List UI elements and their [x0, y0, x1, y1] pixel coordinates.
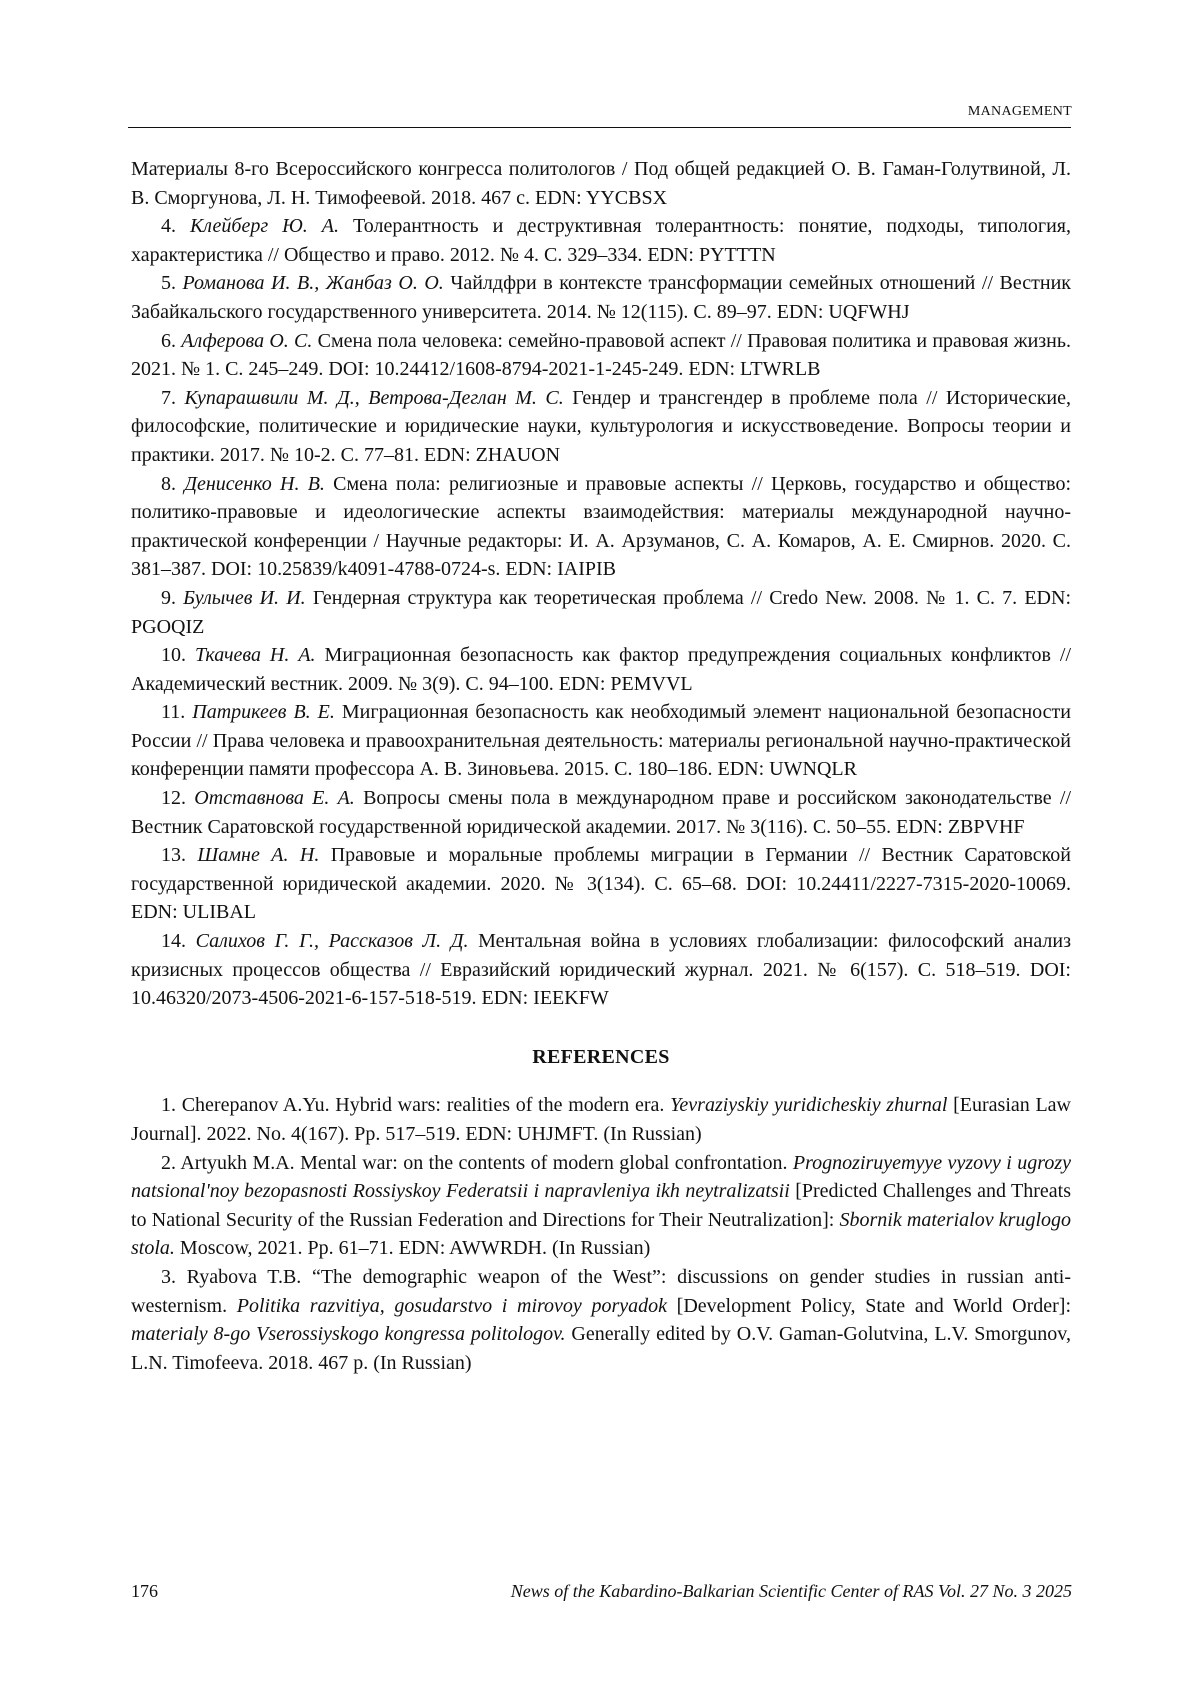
running-header: MANAGEMENT — [968, 104, 1072, 120]
reference-authors: Алферова О. С. — [181, 330, 312, 352]
reference-item: 13. Шамне А. Н. Правовые и моральные проблемы миграции в Германии // Вестник Саратовской государственной юридической академии. 2020. № 3(134). С. 65–68. DOI: 10.24411/2227-7315-2020-10069. EDN: ULIBAL — [131, 841, 1071, 927]
reference-item-en: 2. Artyukh M.A. Mental war: on the contents of modern global confrontation. Prognoziruyemyye vyzovy i ugrozy natsional'noy bezopasnosti Rossiyskoy Federatsii i napravleniya ikh neytralizatsii [Predicted Challenges and Threats to National Security of the Russian Federation and Directions for Their Neutralization]: Sbornik materialov kruglogo stola. Moscow, 2021. Pp. 61–71. EDN: AWWRDH. (In Russian) — [131, 1149, 1071, 1263]
reference-authors: Патрикеев В. Е. — [192, 701, 335, 723]
page-body — [131, 155, 1071, 1377]
reference-item: 12. Отставнова Е. А. Вопросы смены пола в международном праве и российском законодательстве // Вестник Саратовской государственной юридической академии. 2017. № 3(116). С. 50–55. EDN: ZBPVHF — [131, 784, 1071, 841]
journal-footer: News of the Kabardino-Balkarian Scientific Center of RAS Vol. 27 No. 3 2025 — [511, 1581, 1072, 1602]
reference-item: 9. Булычев И. И. Гендерная структура как теоретическая проблема // Credo New. 2008. № 1. С. 7. EDN: PGOQIZ — [131, 584, 1071, 641]
references-heading: REFERENCES — [131, 1043, 1071, 1072]
reference-authors: Купарашвили М. Д., Ветрова-Деглан М. С. — [185, 387, 564, 409]
reference-item: 7. Купарашвили М. Д., Ветрова-Деглан М. С. Гендер и трансгендер в проблеме пола // Исторические, философские, политические и юридические науки, культурология и искусствоведение. Вопросы теории и практики. 2017. № 10-2. С. 77–81. EDN: ZHAUON — [131, 384, 1071, 470]
reference-item: 10. Ткачева Н. А. Миграционная безопасность как фактор предупреждения социальных конфликтов // Академический вестник. 2009. № 3(9). С. 94–100. EDN: PEMVVL — [131, 641, 1071, 698]
reference-item: 11. Патрикеев В. Е. Миграционная безопасность как необходимый элемент национальной безопасности России // Права человека и правоохранительная деятельность: материалы региональной научно-практической конференции памяти профессора А. В. Зиновьева. 2015. С. 180–186. EDN: UWNQLR — [131, 698, 1071, 784]
reference-item-en: 1. Cherepanov A.Yu. Hybrid wars: realities of the modern era. Yevraziyskiy yuridicheskiy zhurnal [Eurasian Law Journal]. 2022. No. 4(167). Pp. 517–519. EDN: UHJMFT. (In Russian) — [131, 1091, 1071, 1148]
header-rule — [128, 127, 1071, 128]
reference-authors: Шамне А. Н. — [197, 844, 319, 866]
reference-item-en: 3. Ryabova T.B. “The demographic weapon of the West”: discussions on gender studies in russian anti-westernism. Politika razvitiya, gosudarstvo i mirovoy poryadok [Development Policy, State and World Order]: materialy 8-go Vserossiyskogo kongressa politologov. Generally edited by O.V. Gaman-Golutvina, L.V. Smorgunov, L.N. Timofeeva. 2018. 467 p. (In Russian) — [131, 1263, 1071, 1377]
reference-item: 14. Салихов Г. Г., Рассказов Л. Д. Ментальная война в условиях глобализации: философский анализ кризисных процессов общества // Евразийский юридический журнал. 2021. № 6(157). С. 518–519. DOI: 10.46320/2073-4506-2021-6-157-518-519. EDN: IEEKFW — [131, 927, 1071, 1013]
reference-item: 6. Алферова О. С. Смена пола человека: семейно-правовой аспект // Правовая политика и правовая жизнь. 2021. № 1. С. 245–249. DOI: 10.24412/1608-8794-2021-1-245-249. EDN: LTWRLB — [131, 327, 1071, 384]
reference-item: 5. Романова И. В., Жанбаз О. О. Чайлдфри в контексте трансформации семейных отношений // Вестник Забайкальского государственного университета. 2014. № 12(115). С. 89–97. EDN: UQFWHJ — [131, 269, 1071, 326]
reference-item: 4. Клейберг Ю. А. Толерантность и деструктивная толерантность: понятие, подходы, типология, характеристика // Общество и право. 2012. № 4. С. 329–334. EDN: PYTTTN — [131, 212, 1071, 269]
reference-authors: Булычев И. И. — [183, 587, 306, 609]
reference-authors: Клейберг Ю. А. — [190, 215, 339, 237]
reference-authors: Денисенко Н. В. — [184, 473, 325, 495]
reference-item: 8. Денисенко Н. В. Смена пола: религиозные и правовые аспекты // Церковь, государство и общество: политико-правовые и идеологические аспекты взаимодействия: материалы международной научно-практической конференции / Научные редакторы: И. А. Арзуманов, С. А. Комаров, А. Е. Смирнов. 2020. С. 381–387. DOI: 10.25839/k4091-4788-0724-s. EDN: IAIPIB — [131, 470, 1071, 584]
page-number: 176 — [131, 1581, 158, 1602]
reference-authors: Отставнова Е. А. — [194, 787, 355, 809]
reference-continuation: Материалы 8-го Всероссийского конгресса политологов / Под общей редакцией О. В. Гаман-Голутвиной, Л. В. Сморгунова, Л. Н. Тимофеевой. 2018. 467 с. EDN: YYCBSX — [131, 155, 1071, 212]
reference-authors: Ткачева Н. А. — [195, 644, 316, 666]
reference-authors: Салихов Г. Г., Рассказов Л. Д. — [196, 930, 469, 952]
reference-authors: Романова И. В., Жанбаз О. О. — [183, 272, 444, 294]
